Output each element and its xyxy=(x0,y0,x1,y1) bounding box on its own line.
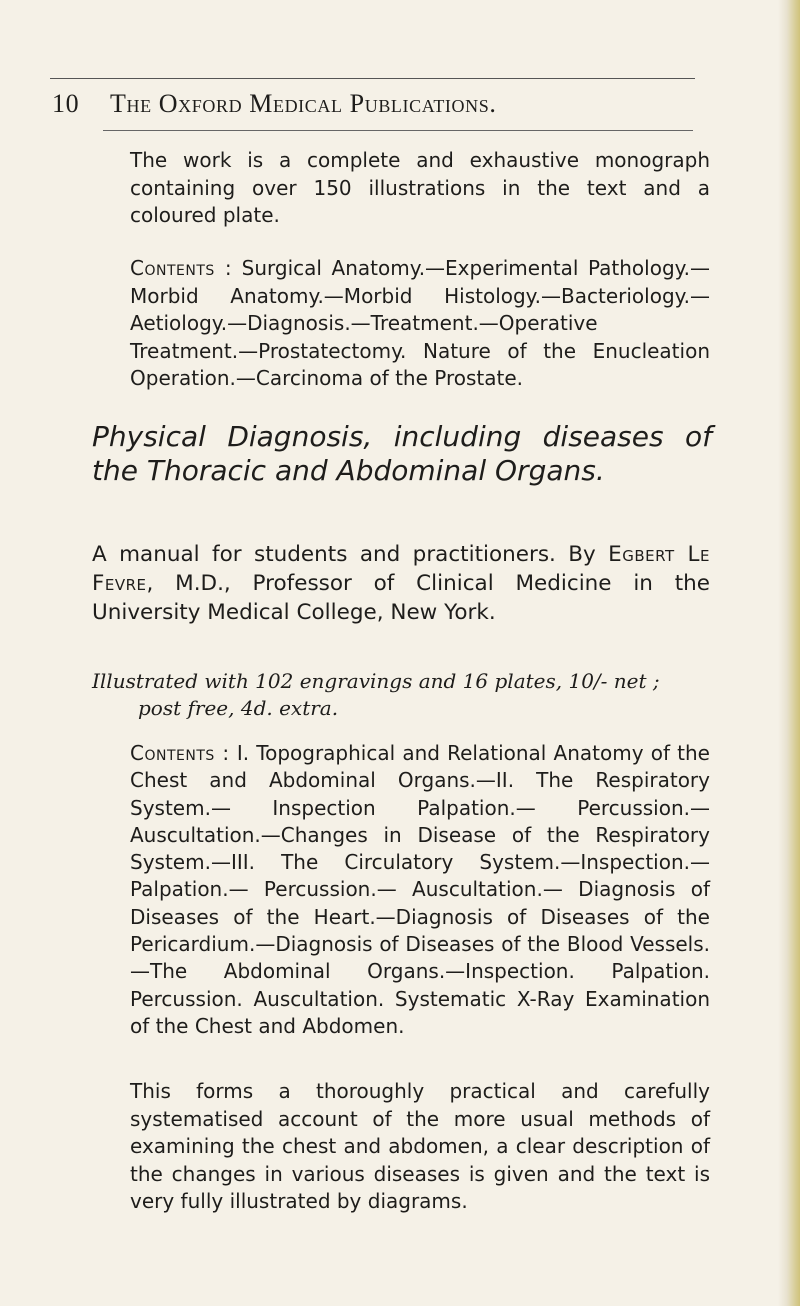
book-title: Physical Diagnosis, including diseases of the Thoracic and Abdominal Organs. xyxy=(92,420,712,487)
contents-text: Surgical Anatomy.—Experimental Pathology.—Morbid Anatomy.—Morbid Histology.—Bacteriology.—Aetiology.—Diagnosis.—Treatment.—Operative Treatment.—Prostatectomy. Nature of the Enucleation Operation.—Carcinoma of the Prostate. xyxy=(130,256,710,390)
header-rule-bottom xyxy=(103,130,693,131)
page-number: 10 xyxy=(52,89,80,118)
author-name: Egbert Le Fevre xyxy=(92,542,711,596)
book-summary: This forms a thoroughly practical and carefully systematised account of the more usual methods of examining the chest and abdomen, a clear description of the changes in various diseases is given and the text is very fully illustrated by diagrams. xyxy=(130,1079,710,1213)
intro-after: , M.D., Professor of Clinical Medicine in the University Medical College, New York. xyxy=(92,571,710,625)
previous-entry-contents xyxy=(130,255,710,393)
page-edge-shadow xyxy=(778,0,800,1306)
price-line-1: Illustrated with 102 engravings and 16 plates, 10/- net ; xyxy=(92,669,660,693)
previous-entry-description: The work is a complete and exhaustive monograph containing over 150 illustrations in the text and a coloured plate. xyxy=(130,148,710,227)
price-note xyxy=(92,668,712,722)
contents-label: Contents : xyxy=(130,256,233,280)
header-rule-top xyxy=(50,78,695,79)
contents-label: Contents : xyxy=(130,741,230,765)
running-title: The Oxford Medical Publications. xyxy=(110,89,497,118)
intro-before: A manual for students and practitioners. By xyxy=(92,542,596,567)
contents-text: I. Topographical and Relational Anatomy of the Chest and Abdominal Organs.—II. The Respiratory System.— Inspection Palpation.— Percussion.— Auscultation.—Changes in Disease of the Respiratory System.—III. The Circulatory System.—Inspection.— Palpation.— Percussion.— Auscultation.— Diagnosis of Diseases of the Heart.—Diagnosis of Diseases of the Pericardium.—Diagnosis of Diseases of the Blood Vessels. —The Abdominal Organs.—Inspection. Palpation. Percussion. Auscultation. Systematic X-Ray Examination of the Chest and Abdomen. xyxy=(130,741,710,1038)
running-head xyxy=(52,89,702,119)
book-contents xyxy=(130,740,710,1040)
book-intro xyxy=(92,540,710,627)
price-line-2: post free, 4d. extra. xyxy=(138,696,339,720)
